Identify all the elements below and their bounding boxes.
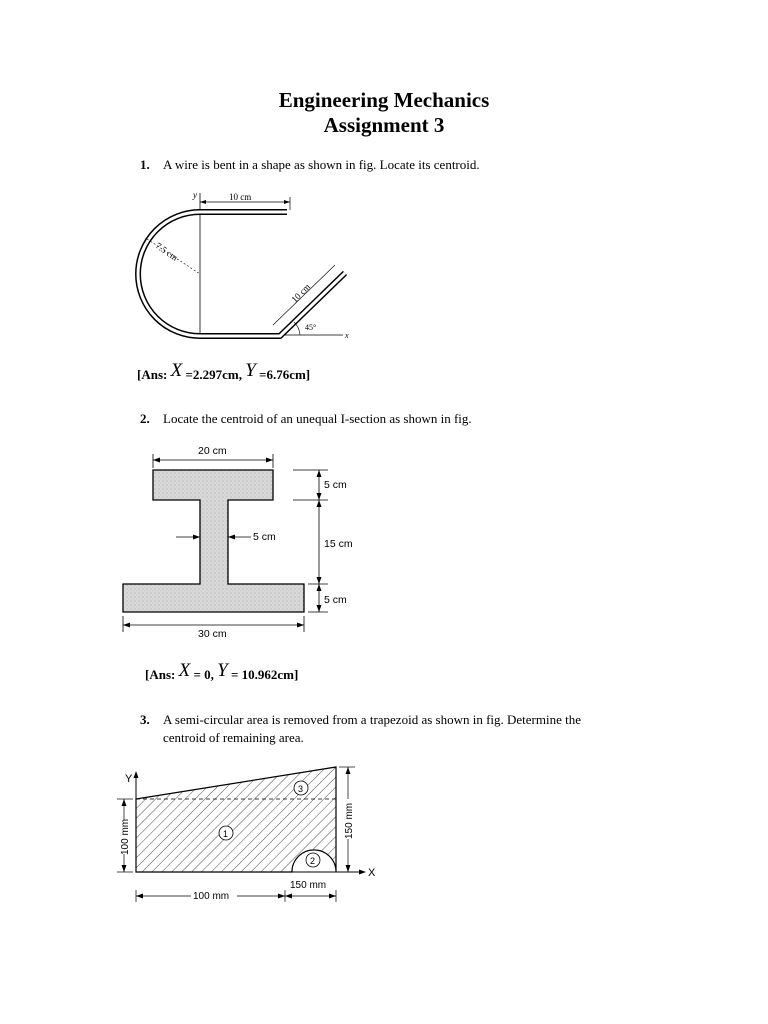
- arrow-right-icon: [278, 894, 285, 899]
- page-subtitle: Assignment 3: [323, 113, 445, 137]
- region-3-label: 3: [298, 784, 304, 794]
- question-3-text-line-1: A semi-circular area is removed from a trapezoid as shown in fig. Determine the: [163, 712, 582, 727]
- arrow-left-icon: [153, 458, 160, 463]
- arrow-down-icon: [317, 577, 322, 584]
- question-3-number: 3.: [140, 712, 150, 727]
- angle-label: 45°: [305, 323, 317, 332]
- arrow-left-icon: [123, 623, 130, 628]
- wire-outer: [138, 212, 345, 336]
- question-1-answer: [137, 360, 311, 385]
- y-axis-label: y: [193, 190, 197, 200]
- left-height-label: 100 mm: [120, 818, 131, 855]
- arrow-right-icon: [193, 535, 200, 540]
- semicircle-diameter-label: 150 mm: [290, 880, 327, 891]
- arrow-right-icon: [266, 458, 273, 463]
- i-section-shape: [123, 470, 304, 612]
- question-3-figure: [113, 762, 383, 912]
- arrow-left-icon: [136, 894, 143, 899]
- x-bar-symbol: X: [178, 660, 191, 681]
- wire-inner: [138, 212, 345, 336]
- arrow-left-icon: [228, 535, 235, 540]
- y-bar-symbol: Y: [217, 660, 228, 681]
- web-height-label: 15 cm: [324, 538, 353, 550]
- y-bar-value: = 10.962cm]: [230, 667, 299, 682]
- arrow-left-icon: [285, 894, 292, 899]
- answer-prefix: [Ans:: [145, 667, 176, 682]
- arrow-right-icon: [359, 870, 366, 875]
- bottom-width-label: 100 mm: [193, 891, 230, 902]
- answer-prefix: [Ans:: [137, 367, 168, 382]
- y-bar-symbol: Y: [245, 360, 256, 381]
- arrow-up-icon: [317, 500, 322, 507]
- question-2-answer: [145, 660, 299, 685]
- top-length-label: 10 cm: [229, 192, 252, 202]
- arrow-left-icon: [200, 200, 206, 204]
- region-2-label: 2: [310, 856, 316, 866]
- arrow-right-icon: [297, 623, 304, 628]
- question-3-text-line-2: centroid of remaining area.: [163, 730, 304, 745]
- y-bar-value: =6.76cm]: [259, 367, 311, 382]
- x-axis-label: X: [368, 867, 376, 879]
- arrow-up-icon: [346, 767, 351, 774]
- arrow-up-icon: [134, 771, 139, 778]
- x-bar-value: = 0,: [193, 667, 214, 682]
- bottom-flange-label: 30 cm: [198, 628, 227, 640]
- bottom-flange-thickness-label: 5 cm: [324, 594, 347, 606]
- arrow-down-icon: [122, 865, 127, 872]
- incline-length-label: 10 cm: [289, 281, 313, 305]
- top-flange-label: 20 cm: [198, 445, 227, 457]
- radius-label: 7.5 cm: [153, 240, 180, 263]
- question-1-figure: [125, 185, 365, 345]
- arrow-down-icon: [317, 605, 322, 612]
- arrow-up-icon: [317, 470, 322, 477]
- arrow-right-icon: [329, 894, 336, 899]
- arrow-up-icon: [317, 584, 322, 591]
- arrow-right-icon: [284, 200, 290, 204]
- question-1-number: 1.: [140, 157, 150, 172]
- question-2-text: Locate the centroid of an unequal I-section as shown in fig.: [163, 411, 472, 426]
- question-1-text: A wire is bent in a shape as shown in fig. Locate its centroid.: [163, 157, 480, 172]
- question-2-figure: [118, 440, 363, 645]
- question-2-number: 2.: [140, 411, 150, 426]
- right-height-label: 150 mm: [344, 802, 355, 839]
- region-1-label: 1: [223, 829, 229, 839]
- arrow-down-icon: [346, 865, 351, 872]
- y-axis-label: Y: [125, 773, 133, 785]
- web-thickness-label: 5 cm: [253, 531, 276, 543]
- x-bar-value: =2.297cm,: [185, 367, 242, 382]
- arrow-down-icon: [317, 493, 322, 500]
- x-bar-symbol: X: [170, 360, 183, 381]
- x-axis-label: x: [345, 331, 349, 340]
- arrow-up-icon: [122, 799, 127, 806]
- page-title: Engineering Mechanics: [278, 88, 490, 112]
- top-flange-thickness-label: 5 cm: [324, 479, 347, 491]
